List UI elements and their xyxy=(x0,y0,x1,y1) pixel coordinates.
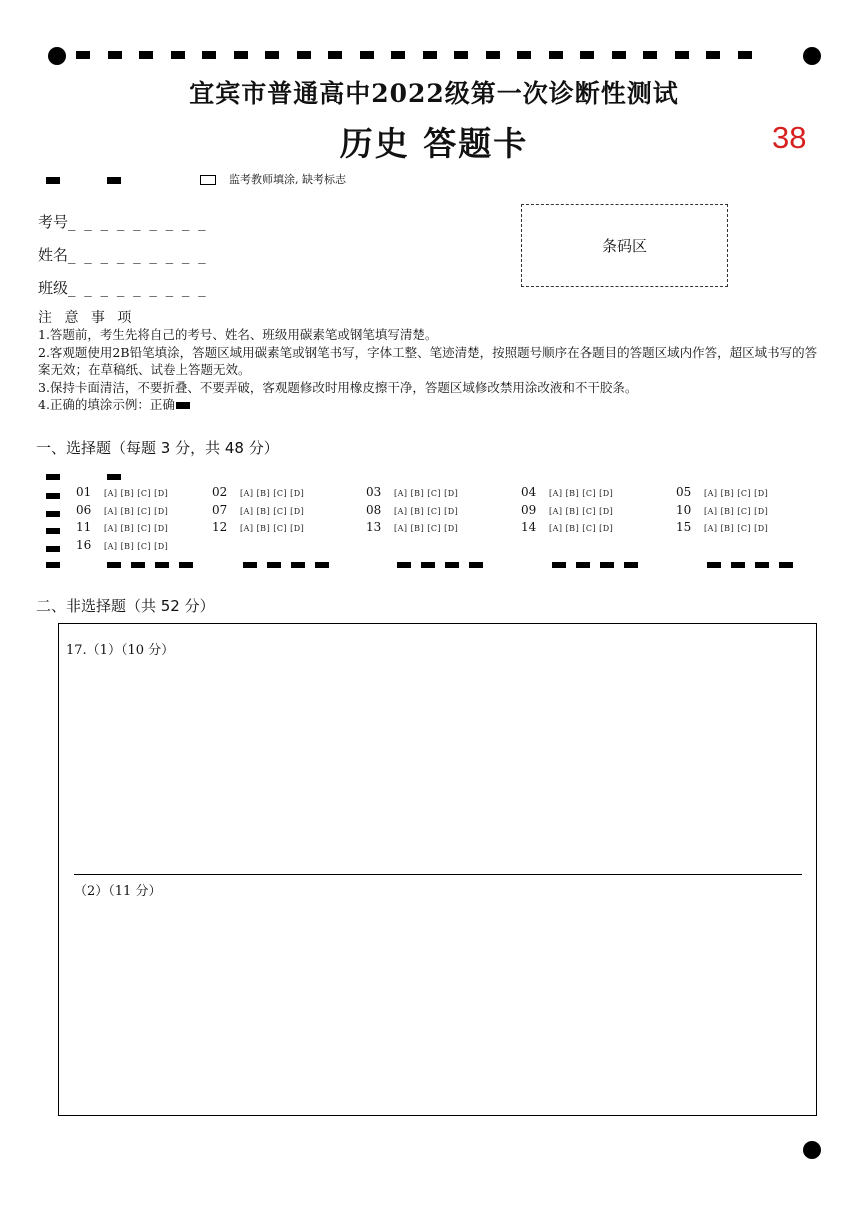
timing-mark xyxy=(731,562,745,568)
answer-divider xyxy=(74,874,802,875)
question-number: 11 xyxy=(76,520,92,534)
timing-dash xyxy=(454,51,468,59)
timing-dash xyxy=(643,51,657,59)
answer-options[interactable]: [A] [B] [C] [D] xyxy=(240,524,305,533)
answer-options[interactable]: [A] [B] [C] [D] xyxy=(394,507,459,516)
exam-number-field[interactable] xyxy=(38,211,208,232)
note-item xyxy=(38,396,828,414)
timing-mark xyxy=(107,562,121,568)
timing-dash xyxy=(139,51,153,59)
mc-question-06[interactable] xyxy=(76,503,168,517)
answer-options[interactable]: [A] [B] [C] [D] xyxy=(240,507,305,516)
notes-list xyxy=(38,326,828,414)
answer-area[interactable] xyxy=(58,623,817,1116)
timing-mark xyxy=(397,562,411,568)
timing-mark xyxy=(107,474,121,480)
timing-dash xyxy=(360,51,374,59)
note-item-text: 4.正确的填涂示例：正确 xyxy=(38,397,175,412)
barcode-area xyxy=(521,204,728,287)
answer-options[interactable]: [A] [B] [C] [D] xyxy=(549,524,614,533)
timing-dash xyxy=(517,51,531,59)
timing-mark xyxy=(779,562,793,568)
question-number: 14 xyxy=(521,520,537,534)
timing-mark xyxy=(131,562,145,568)
timing-mark xyxy=(243,562,257,568)
timing-dash xyxy=(108,51,122,59)
question-17-part1-label: 17.（1）（10 分） xyxy=(66,643,175,658)
timing-mark xyxy=(46,177,60,184)
section2-title: 二、非选择题（共 52 分） xyxy=(36,597,215,615)
timing-mark xyxy=(46,562,60,568)
question-number: 06 xyxy=(76,503,92,517)
mc-question-11[interactable] xyxy=(76,520,168,534)
answer-options[interactable]: [A] [B] [C] [D] xyxy=(240,489,305,498)
question-number: 01 xyxy=(76,485,92,499)
timing-dash xyxy=(738,51,752,59)
timing-mark xyxy=(576,562,590,568)
page-number: 38 xyxy=(772,120,807,155)
timing-dash xyxy=(265,51,279,59)
field-underline: _ _ _ _ _ _ _ _ _ xyxy=(68,279,208,297)
timing-dash xyxy=(486,51,500,59)
mc-question-04[interactable] xyxy=(521,485,613,499)
answer-options[interactable]: [A] [B] [C] [D] xyxy=(104,524,169,533)
timing-mark xyxy=(624,562,638,568)
section1-title: 一、选择题（每题 3 分，共 48 分） xyxy=(36,439,279,457)
fill-example-mark xyxy=(176,402,190,409)
mc-question-16[interactable] xyxy=(76,538,168,552)
barcode-label: 条码区 xyxy=(601,237,647,255)
mc-question-05[interactable] xyxy=(676,485,768,499)
timing-dash xyxy=(297,51,311,59)
timing-mark xyxy=(46,511,60,517)
question-number: 15 xyxy=(676,520,692,534)
absent-label: 监考教师填涂, 缺考标志 xyxy=(229,173,346,186)
field-label: 姓名 xyxy=(38,246,69,264)
timing-dash xyxy=(549,51,563,59)
absent-checkbox[interactable] xyxy=(200,175,216,185)
answer-options[interactable]: [A] [B] [C] [D] xyxy=(394,524,459,533)
timing-dash xyxy=(171,51,185,59)
note-item: 1.答题前，考生先将自己的考号、姓名、班级用碳素笔或钢笔填写清楚。 xyxy=(38,327,438,342)
field-underline: _ _ _ _ _ _ _ _ _ xyxy=(68,213,208,231)
timing-mark xyxy=(291,562,305,568)
registration-dot-top-right xyxy=(803,47,821,65)
mc-question-07[interactable] xyxy=(212,503,304,517)
timing-dash xyxy=(423,51,437,59)
note-item: 2.客观题使用2B铅笔填涂，答题区域用碳素笔或钢笔书写，字体工整、笔迹清楚，按照题号顺序在各题目的答题区域内作答，超区域书写的答案无效；在草稿纸、试卷上答题无效。 xyxy=(38,344,818,377)
answer-options[interactable]: [A] [B] [C] [D] xyxy=(704,489,769,498)
mc-question-13[interactable] xyxy=(366,520,458,534)
field-label: 考号 xyxy=(38,213,69,231)
question-number: 03 xyxy=(366,485,382,499)
timing-mark xyxy=(46,546,60,552)
field-label: 班级 xyxy=(38,279,69,297)
timing-dash xyxy=(202,51,216,59)
question-number: 07 xyxy=(212,503,228,517)
answer-options[interactable]: [A] [B] [C] [D] xyxy=(104,489,169,498)
answer-options[interactable]: [A] [B] [C] [D] xyxy=(394,489,459,498)
timing-mark xyxy=(107,177,121,184)
answer-options[interactable]: [A] [B] [C] [D] xyxy=(704,524,769,533)
timing-dash xyxy=(328,51,342,59)
question-number: 02 xyxy=(212,485,228,499)
timing-mark xyxy=(552,562,566,568)
timing-mark xyxy=(469,562,483,568)
timing-dash xyxy=(234,51,248,59)
mc-question-01[interactable] xyxy=(76,485,168,499)
timing-dash xyxy=(76,51,90,59)
mc-question-15[interactable] xyxy=(676,520,768,534)
timing-dash xyxy=(675,51,689,59)
timing-dash xyxy=(580,51,594,59)
question-17-part2-label: （2）（11 分） xyxy=(74,884,162,899)
registration-dot-top-left xyxy=(48,47,66,65)
mc-question-03[interactable] xyxy=(366,485,458,499)
timing-mark xyxy=(445,562,459,568)
answer-options[interactable]: [A] [B] [C] [D] xyxy=(104,542,169,551)
name-field[interactable] xyxy=(38,244,208,265)
timing-mark xyxy=(755,562,769,568)
question-number: 16 xyxy=(76,538,92,552)
timing-dash xyxy=(391,51,405,59)
class-field[interactable] xyxy=(38,277,208,298)
card-title: 历史 答题卡 xyxy=(339,124,529,163)
timing-mark xyxy=(46,474,60,480)
answer-options[interactable]: [A] [B] [C] [D] xyxy=(104,507,169,516)
mc-question-14[interactable] xyxy=(521,520,613,534)
question-number: 04 xyxy=(521,485,537,499)
timing-mark xyxy=(315,562,329,568)
answer-options[interactable]: [A] [B] [C] [D] xyxy=(549,507,614,516)
timing-mark-row xyxy=(76,51,776,59)
timing-mark xyxy=(600,562,614,568)
exam-title: 宜宾市普通高中2022级第一次诊断性测试 xyxy=(189,79,679,108)
mc-question-02[interactable] xyxy=(212,485,304,499)
question-number: 10 xyxy=(676,503,692,517)
mc-question-12[interactable] xyxy=(212,520,304,534)
timing-mark xyxy=(421,562,435,568)
timing-dash xyxy=(612,51,626,59)
question-number: 09 xyxy=(521,503,537,517)
mc-question-08[interactable] xyxy=(366,503,458,517)
mc-question-10[interactable] xyxy=(676,503,768,517)
field-underline: _ _ _ _ _ _ _ _ _ xyxy=(68,246,208,264)
answer-options[interactable]: [A] [B] [C] [D] xyxy=(549,489,614,498)
question-number: 12 xyxy=(212,520,228,534)
timing-mark xyxy=(46,493,60,499)
question-number: 13 xyxy=(366,520,382,534)
registration-dot-bottom-right xyxy=(803,1141,821,1159)
mc-question-09[interactable] xyxy=(521,503,613,517)
note-item: 3.保持卡面清洁，不要折叠、不要弄破，客观题修改时用橡皮擦干净，答题区域修改禁用涂改液和不干胶条。 xyxy=(38,379,638,395)
timing-mark xyxy=(707,562,721,568)
answer-options[interactable]: [A] [B] [C] [D] xyxy=(704,507,769,516)
timing-mark xyxy=(46,528,60,534)
question-number: 08 xyxy=(366,503,382,517)
notes-title: 注 意 事 项 xyxy=(38,310,136,326)
timing-mark xyxy=(155,562,169,568)
timing-mark xyxy=(267,562,281,568)
question-number: 05 xyxy=(676,485,692,499)
timing-dash xyxy=(706,51,720,59)
timing-mark xyxy=(179,562,193,568)
